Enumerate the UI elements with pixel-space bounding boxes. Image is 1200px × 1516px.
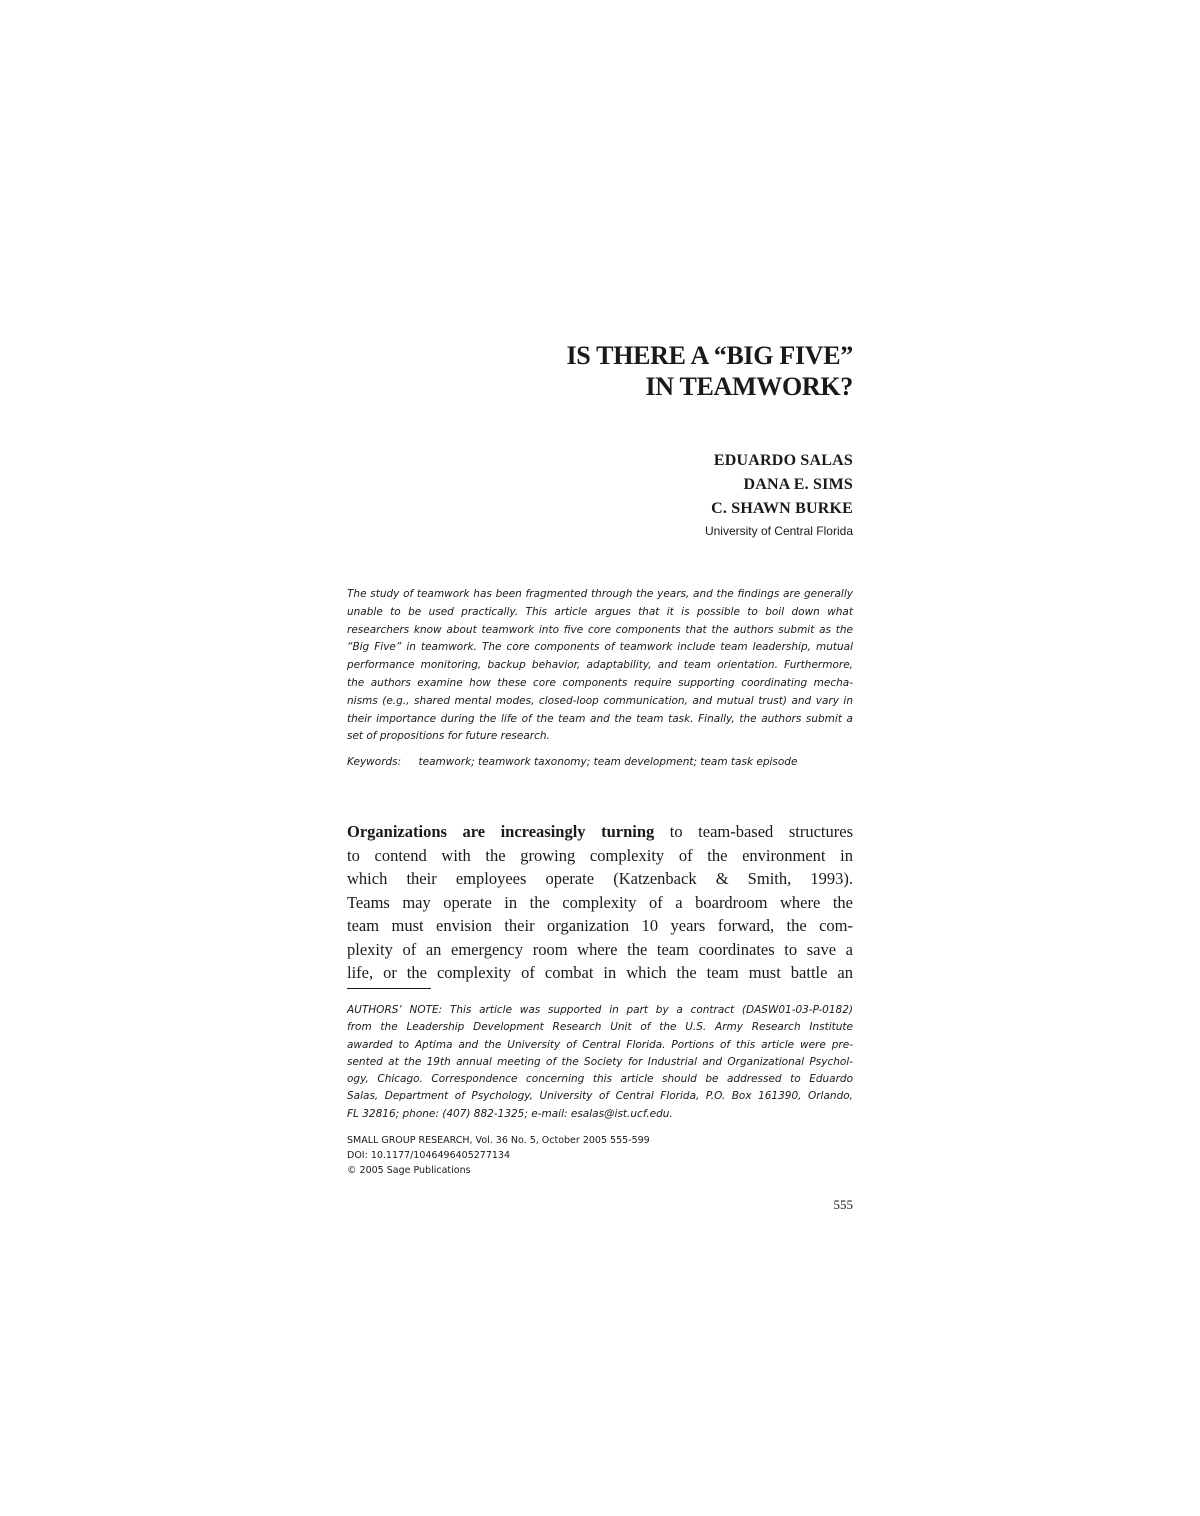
page-number: 555 [833,1197,853,1212]
body-line [347,820,853,844]
journal-citation: SMALL GROUP RESEARCH, Vol. 36 No. 5, October 2005 555-599 [347,1135,650,1146]
copyright: © 2005 Sage Publications [347,1165,471,1176]
footnote-line: Salas, Department of Psychology, University of Central Florida, P.O. Box 161390, Orlando, [347,1090,853,1103]
title-line-1: IS THERE A “BIG FIVE” [566,341,853,370]
footnote-line: sented at the 19th annual meeting of the Society for Industrial and Organizational Psychol- [347,1055,853,1068]
body-first-line-rest: to team-based structures [654,822,853,841]
keywords-text: teamwork; teamwork taxonomy; team development; team task episode [418,756,798,768]
title-line-2: IN TEAMWORK? [645,372,853,401]
abstract-line: researchers know about teamwork into five core components that the authors submit as the [347,623,853,636]
keywords-label: Keywords: [347,756,402,768]
abstract-line: their importance during the life of the team and the team task. Finally, the authors submit a [347,712,853,725]
body-line: to contend with the growing complexity of the environment in [347,845,853,865]
abstract-line: The study of teamwork has been fragmented through the years, and the findings are generally [347,588,853,600]
abstract-line: unable to be used practically. This article argues that it is possible to boil down what [347,605,853,618]
footnote-line: ogy, Chicago. Correspondence concerning this article should be addressed to Eduardo [347,1073,853,1086]
body-lead-in: Organizations are increasingly turning [347,822,655,841]
abstract-line: set of propositions for future research. [347,730,550,743]
footnote-line: from the Leadership Development Research Unit of the U.S. Army Research Institute [347,1021,853,1034]
author-name: EDUARDO SALAS [713,452,853,469]
abstract-line: performance monitoring, backup behavior, adaptability, and team orientation. Furthermore, [347,659,853,672]
doi: DOI: 10.1177/1046496405277134 [347,1150,511,1161]
footnote-line: AUTHORS’ NOTE: This article was supported in part by a contract (DASW01-03-P-0182) [347,1004,853,1016]
author-name: DANA E. SIMS [743,476,853,493]
abstract-line: “Big Five” in teamwork. The core components of teamwork include team leadership, mutual [347,641,853,654]
body-line: plexity of an emergency room where the team coordinates to save a [347,939,853,959]
body-line: Teams may operate in the complexity of a boardroom where the [347,892,853,912]
keywords [347,754,853,771]
author-list [347,449,853,541]
body-text [347,820,853,985]
authors-note [347,1002,853,1123]
author-name: C. SHAWN BURKE [711,500,853,517]
publication-info [347,1133,853,1178]
footnote-line: FL 32816; phone: (407) 882-1325; e-mail: esalas@ist.ucf.edu. [347,1107,673,1120]
body-line: team must envision their organization 10 years forward, the com- [347,916,853,935]
body-line: which their employees operate (Katzenback & Smith, 1993). [347,869,853,888]
abstract-line: nisms (e.g., shared mental modes, closed-loop communication, and mutual trust) and vary in [347,694,853,707]
body-line: life, or the complexity of combat in which the team must battle an [347,963,853,982]
article-title [347,340,853,402]
footnote-line: awarded to Aptima and the University of Central Florida. Portions of this article were pre- [347,1038,853,1051]
abstract-line: the authors examine how these core components require supporting coordinating mecha- [347,676,853,689]
abstract [347,586,853,746]
footnote-divider [347,988,431,989]
author-affiliation: University of Central Florida [704,524,853,538]
